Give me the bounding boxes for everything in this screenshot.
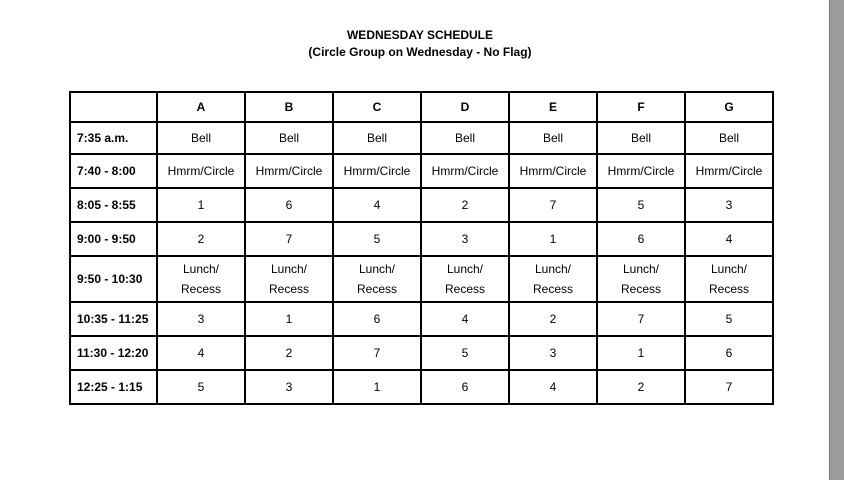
table-row	[70, 336, 773, 370]
lunch-label: Lunch/	[182, 262, 220, 276]
table-row	[70, 256, 773, 302]
time-slot-cell: 8:05 - 8:55	[70, 188, 157, 222]
header-row	[70, 92, 773, 122]
schedule-cell: 2	[509, 302, 597, 336]
schedule-table-body	[70, 92, 773, 404]
header-cell-group: F	[597, 92, 685, 122]
schedule-cell: Bell	[245, 122, 333, 154]
schedule-cell: 2	[597, 370, 685, 404]
schedule-cell: Bell	[333, 122, 421, 154]
lunch-label: Lunch/	[270, 262, 308, 276]
recess-label: Recess	[708, 282, 749, 296]
schedule-cell: 7	[245, 222, 333, 256]
schedule-cell: Hmrm/Circle	[421, 154, 509, 188]
schedule-cell: 4	[157, 336, 245, 370]
schedule-cell: 3	[421, 222, 509, 256]
time-slot-cell: 12:25 - 1:15	[70, 370, 157, 404]
schedule-cell: 3	[245, 370, 333, 404]
lunch-recess-cell	[421, 256, 509, 302]
header-cell-group: C	[333, 92, 421, 122]
header-cell-corner	[70, 92, 157, 122]
schedule-cell: 3	[157, 302, 245, 336]
time-slot-cell: 7:35 a.m.	[70, 122, 157, 154]
header-cell-group: B	[245, 92, 333, 122]
schedule-cell: Bell	[509, 122, 597, 154]
schedule-cell: Hmrm/Circle	[597, 154, 685, 188]
header-cell-group: E	[509, 92, 597, 122]
schedule-cell: Bell	[597, 122, 685, 154]
time-slot-cell: 9:00 - 9:50	[70, 222, 157, 256]
header-cell-group: D	[421, 92, 509, 122]
table-row	[70, 222, 773, 256]
table-row	[70, 154, 773, 188]
recess-label: Recess	[532, 282, 573, 296]
schedule-subtitle: (Circle Group on Wednesday - No Flag)	[308, 45, 532, 59]
lunch-recess-cell	[509, 256, 597, 302]
schedule-cell: 2	[421, 188, 509, 222]
schedule-cell: 5	[157, 370, 245, 404]
schedule-cell: Bell	[157, 122, 245, 154]
schedule-cell: 1	[245, 302, 333, 336]
lunch-label: Lunch/	[622, 262, 660, 276]
recess-label: Recess	[620, 282, 661, 296]
time-slot-cell: 9:50 - 10:30	[70, 256, 157, 302]
schedule-cell: Hmrm/Circle	[157, 154, 245, 188]
schedule-cell: 4	[333, 188, 421, 222]
table-row	[70, 188, 773, 222]
lunch-label: Lunch/	[710, 262, 748, 276]
recess-label: Recess	[268, 282, 309, 296]
table-row	[70, 122, 773, 154]
schedule-cell: 7	[597, 302, 685, 336]
lunch-label: Lunch/	[534, 262, 572, 276]
schedule-cell: Bell	[421, 122, 509, 154]
schedule-cell: 6	[597, 222, 685, 256]
schedule-cell: 4	[509, 370, 597, 404]
schedule-cell: Bell	[685, 122, 773, 154]
schedule-cell: 7	[333, 336, 421, 370]
schedule-cell: 5	[421, 336, 509, 370]
document-heading	[0, 27, 840, 61]
schedule-cell: 5	[597, 188, 685, 222]
table-row	[70, 302, 773, 336]
schedule-cell: 6	[333, 302, 421, 336]
schedule-cell: 3	[509, 336, 597, 370]
schedule-cell: Hmrm/Circle	[333, 154, 421, 188]
schedule-cell: 4	[685, 222, 773, 256]
lunch-recess-cell	[333, 256, 421, 302]
lunch-recess-cell	[245, 256, 333, 302]
schedule-cell: 6	[685, 336, 773, 370]
schedule-cell: 2	[157, 222, 245, 256]
table-row	[70, 370, 773, 404]
schedule-cell: 7	[509, 188, 597, 222]
time-slot-cell: 7:40 - 8:00	[70, 154, 157, 188]
lunch-label: Lunch/	[446, 262, 484, 276]
time-slot-cell: 10:35 - 11:25	[70, 302, 157, 336]
schedule-cell: Hmrm/Circle	[509, 154, 597, 188]
time-slot-cell: 11:30 - 12:20	[70, 336, 157, 370]
schedule-cell: Hmrm/Circle	[685, 154, 773, 188]
recess-label: Recess	[356, 282, 397, 296]
lunch-recess-cell	[597, 256, 685, 302]
schedule-cell: 6	[245, 188, 333, 222]
schedule-cell: 1	[597, 336, 685, 370]
header-cell-group: A	[157, 92, 245, 122]
lunch-recess-cell	[157, 256, 245, 302]
schedule-cell: 3	[685, 188, 773, 222]
schedule-table	[69, 91, 774, 405]
lunch-label: Lunch/	[358, 262, 396, 276]
schedule-cell: 1	[333, 370, 421, 404]
schedule-cell: 4	[421, 302, 509, 336]
lunch-recess-cell	[685, 256, 773, 302]
page-edge	[829, 0, 844, 480]
schedule-title: WEDNESDAY SCHEDULE	[346, 28, 494, 42]
schedule-cell: 6	[421, 370, 509, 404]
schedule-cell: 5	[333, 222, 421, 256]
schedule-cell: 5	[685, 302, 773, 336]
recess-label: Recess	[180, 282, 221, 296]
header-cell-group: G	[685, 92, 773, 122]
schedule-cell: Hmrm/Circle	[245, 154, 333, 188]
schedule-cell: 2	[245, 336, 333, 370]
schedule-cell: 1	[509, 222, 597, 256]
schedule-cell: 7	[685, 370, 773, 404]
schedule-cell: 1	[157, 188, 245, 222]
recess-label: Recess	[444, 282, 485, 296]
